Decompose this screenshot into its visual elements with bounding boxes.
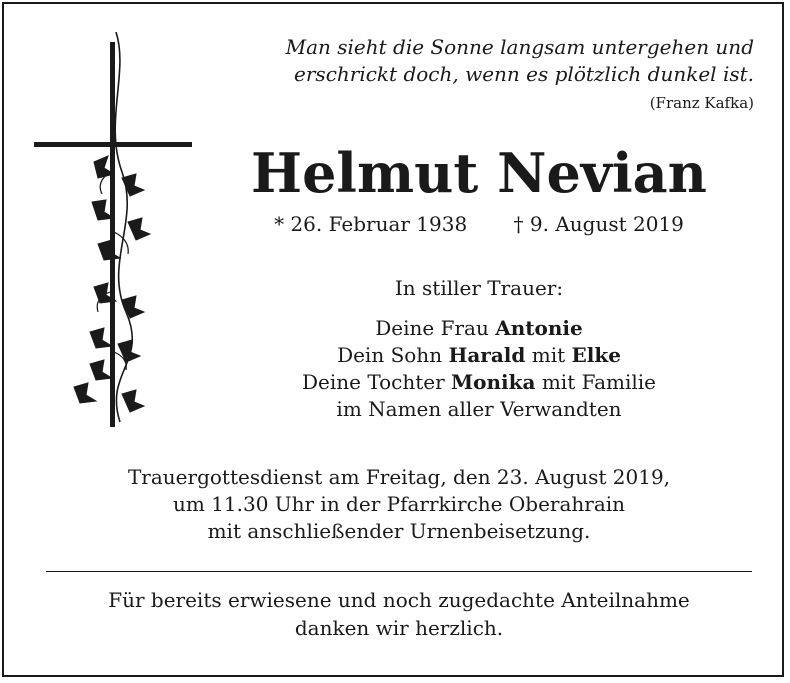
- divider: [46, 571, 752, 572]
- quote-author: (Franz Kafka): [649, 94, 754, 112]
- service-line-1: Trauergottesdienst am Freitag, den 23. August 2019,: [127, 465, 671, 489]
- mourner-line: [184, 369, 774, 396]
- cross-with-ivy-icon: [34, 32, 204, 432]
- thanks-line-2: danken wir herzlich.: [294, 616, 504, 640]
- service-line-2: um 11.30 Uhr in der Pfarrkirche Oberahrain: [172, 492, 626, 516]
- deceased-name: Helmut Nevian: [251, 141, 707, 205]
- mourner-line: [184, 342, 774, 369]
- quote: [194, 34, 754, 88]
- quote-line-1: Man sieht die Sonne langsam untergehen und: [285, 35, 754, 59]
- birth-date: * 26. Februar 1938: [274, 212, 468, 236]
- thanks-note: [34, 586, 764, 642]
- mourner-name: Monika: [451, 370, 536, 394]
- mourner-text: Deine Frau: [375, 316, 496, 340]
- mourner-text: Deine Tochter: [301, 370, 452, 394]
- mourner-line: [184, 315, 774, 342]
- mourner-text: mit: [525, 343, 572, 367]
- mourner-name: Elke: [571, 343, 621, 367]
- mourners-intro: In stiller Trauer:: [394, 276, 564, 300]
- mourner-text: Dein Sohn: [337, 343, 449, 367]
- mourner-name: Antonie: [495, 316, 583, 340]
- obituary-card: [2, 2, 784, 677]
- thanks-line-1: Für bereits erwiesene und noch zugedachte Anteilnahme: [108, 588, 690, 612]
- mourner-text: mit Familie: [535, 370, 657, 394]
- death-date: † 9. August 2019: [513, 212, 684, 236]
- mourner-name: Harald: [448, 343, 526, 367]
- life-dates: [184, 212, 774, 236]
- mourners-block: [184, 275, 774, 423]
- mourner-line: [184, 396, 774, 423]
- service-line-3: mit anschließender Urnenbeisetzung.: [207, 519, 591, 543]
- quote-line-2: erschrickt doch, wenn es plötzlich dunkel ist.: [294, 62, 754, 86]
- service-info: [34, 464, 764, 545]
- mourner-text: im Namen aller Verwandten: [336, 397, 622, 421]
